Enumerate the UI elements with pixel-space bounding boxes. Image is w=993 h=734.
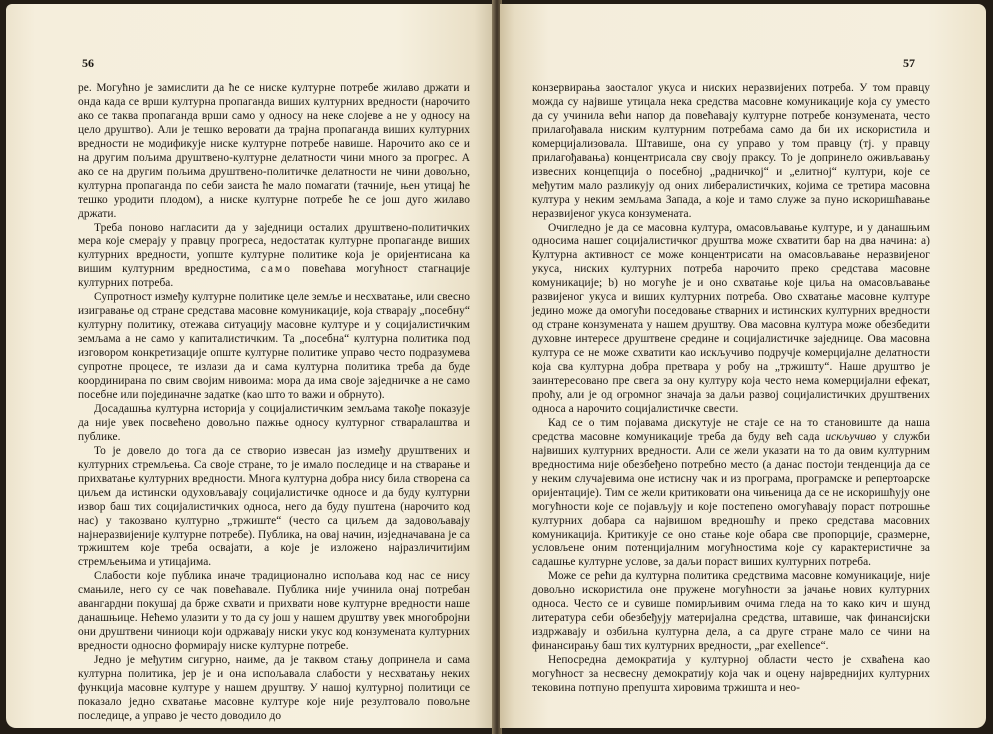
paragraph: Очигледно је да се масовна култура, омасовљавање културе, и у данашњим односима нашег социјалистичког друштва може схватити бар на два начина: а) Културна активност се може концентрисати на омасовљавање неразвијеног укуса, ниских културних потреба нарочито преко средстава масовне комуникације; b) но могуће је и оно схватање које циља на омасовљавање развијеног укуса и виших културних потреба. Ово схватање масовне културе једино може да омогући поседовање стварних и истинских културних вредности од стране конзумената у нашем друштву. Ова масовна култура може обезбедити духовне интересе друштвене средине и социјалистичке заједнице. Ова масовна култура се не може схватити као искључиво подручје комерцијалне делатности која сва културна добра претвара у робу на „тржишту“. Наше друштво је заинтересовано пре свега за ону културу која често нема комерцијални ефекат, проћу, али је од огромног значаја за даљи развој социјалистичких друштвених односа а нарочито социјалистичке свести. [532,221,930,415]
emphasis-text: искључиво [825,430,877,443]
paragraph-text: у служби највиших културних вредности. Али се жели указати на то да овим културним вредностима није обезбеђено потребно место (а данас постоји тенденција да се у неким случајевима оне истисну чак и из програма, програмске и репертоарске оријентације). Тим се жели критиковати она чињеница да се не искоришћују оне могућности које се појављују и које постепено омогућавају пораст потрошње културних добара са највишом вредношћу и преко средстава масовних комуникација. Критикује се оно стање које обара све пропорције, сразмерне, условљене оним потенцијалним могућностима које су карактеристичне за садашње културне услове, за даљи пораст виших културних потреба. [532,430,930,569]
left-page-number: 56 [82,56,94,70]
left-page [6,4,494,728]
paragraph-text: Треба поново нагласити да у заједници осталих друштвено-политичких мера које смерају у правцу прогреса, недостатак културне пропаганде виших културних вредности, уопште културне политике која је оријентисана ка вишим културним вредностима, [78,221,470,276]
paragraph-text: повећава могућност стагнације културних потреба. [78,263,470,290]
right-page-number: 57 [903,56,915,70]
right-page-text [532,82,930,696]
paragraph: конзервирања заосталог укуса и ниских неразвијених потреба. У том правцу можда су највише утицала нека средства масовне комуникације која су уместо да су учинила већи напор да повећавају културне потребе конзумената, често прилагођавала ниским културним потребама само да би их искористила и комерцијализовала. Штавише, она су управо у том правцу (тј. у правцу прилагођавања) концентрисала сву своју праксу. То је допринело оживљавању извесних концепција о посебној „радничкој“ и „елитној“ култури, које се међутим мало разликују од оних либералистичких, којима се третира масовна култура у неким земљама Запада, а које и тамо служе за пуно искоришћавање неразвијеног укуса конзумената. [532,82,930,220]
paragraph: Слабости које публика иначе традиционално испољава код нас се нису смањиле, него су се чак повећавале. Публика није учинила онај потребан авангардни покушај да брже схвати и прихвати нове културне вредности наше данашњице. Нећемо улазити у то да су још у нашем друштву увек многобројни они друштвени чиниоци који одржавају ниски укус код конзумената културних вредности односно формирају ниске културне потребе. [78,570,470,653]
paragraph: ре. Могућно је замислити да ће се ниске културне потребе жилаво држати и онда када се врши културна пропаганда виших културних вредности (нарочито ако се таква пропаганда врши само у односу на неке слојеве а не у односу на цело друштво). Али је тешко веровати да трајна пропаганда виших културних вредности не модификује ниске културне потребе навише. Нарочито ако се и на другим пољима друштвено-културне делатности чини много за прогрес. А ако се на другим пољима друштвено-политичке делатности не чини довољно, културна пропаганда по себи заиста ће мало помагати (тачније, њен утицај ће тешко уродити плодом), а ниске културне потребе ће се још дуго жилаво држати. [78,82,470,220]
paragraph: Непосредна демократија у културној области често је схваћена као могућност за несвесну демократију која чак и оцену највреднијих културних тековина потпуно препушта хировима тржишта и нео- [532,654,930,694]
paragraph [78,222,470,292]
paragraph: То је довело до тога да се створио извесан јаз између друштвених и културних стремљења. Са своје стране, то је имало последице и на стварање и прихватање културних вредности. Многа културна добра нису била створена са циљем да истински одуховљавају социјалистичке односе и да буду културни извор баш тих социјалистичких односа, него да буду пуштена (нарочито код нас) у такозвано културно „тржиште“ (често са циљем да задовољавају најнеразвијеније културне потребе). Публика, на овај начин, изједначавана је са тржиштем које треба освајати, а које је изложено најразличитијим стремљењима и утицајима. [78,444,470,569]
paragraph: Једно је међутим сигурно, наиме, да је таквом стању допринела и сама културна политика, јер је и она испољавала слабости у несхватању неких функција масовне културе у нашем друштву. У нашој културној политици се показало једно схватање масовне културе које није резултовало повољне последице, а управо је често доводило до [78,654,470,722]
paragraph: Супротност између културне политике целе земље и несхватање, или свесно изигравање од стране средстава масовне комуникације, која стварају „посебну“ културну политику, отежава ситуацију масовне културе и у социјалистичким земљама а не само у капиталистичким. Та „посебна“ културна политика под изговором конкретизације опште културне политике управо често подразумева супротне процесе, те излази да и сама културна политика треба да буде координирана по свим својим нивоима: мора да има своје заједничке а не само посебне или појединачне задатке (као што то важи и обрнуто). [78,291,470,401]
right-page [500,4,986,728]
paragraph [532,417,930,570]
paragraph: Може се рећи да културна политика средствима масовне комуникације, није довољно искористила оне пружене могућности за јачање нових културних односа. Често се и сувише помирљивим очима гледа на то како кич и шунд литература себи обезбеђују материјална средства, штавише, чак финансијски издржавају и озбиљна културна дела, а са друге стране мало се чини на финансирању баш тих културних вредности, „par exellence“. [532,570,930,653]
emphasis-text: само [260,263,292,276]
left-page-text [78,82,470,724]
paragraph: Досадашња културна историја у социјалистичким земљама такође показује да није увек посвећено довољно пажње односу културног стваралаштва и публике. [78,402,470,443]
paragraph-text: Кад се о тим појавама дискутује не стаје се на то становиште да наша средства масовне комуникације треба да буду већ сада [532,416,930,443]
